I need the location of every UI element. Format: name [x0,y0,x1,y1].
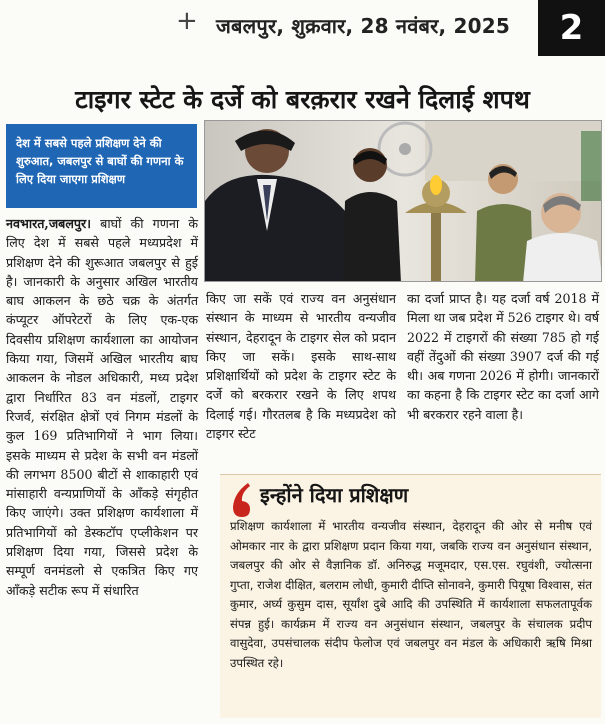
page-number: 2 [538,0,605,56]
box-title: इन्होंने दिया प्रशिक्षण [260,483,409,507]
headline: टाइगर स्टेट के दर्जे को बरक़रार रखने दिलाई शपथ [75,85,530,114]
lamp-lighting-photo [204,120,602,282]
dateline: जबलपुर, शुक्रवार, 28 नवंबर, 2025 [216,14,510,38]
quote-icon [228,481,256,521]
page-header [0,0,605,60]
photo-illustration [205,121,602,282]
article-column-1 [6,214,198,600]
plus-icon: + [176,6,198,36]
article-column-3: का दर्जा प्राप्त है। यह दर्जा वर्ष 2018 में मिला था जब प्रदेश में 526 टाइगर थे। वर्ष 2022 में टाइगरों की संख्या 785 हो गई वहीं तेंदुओं की संख्या 3907 दर्ज की गई थी। अब गणना 2026 में होगी। जानकारों का कहना है कि टाइगर स्टेट का दर्जा आगे भी बरकरार रहने वाला है। [407,291,599,422]
article-column-2: किए जा सकें एवं राज्य वन अनुसंधान संस्थान के माध्यम से भारतीय वन्यजीव संस्थान, देहरादून के टाइगर सेल को प्रदान किए जा सकें। इसके साथ-साथ प्रशिक्षार्थियों को प्रदेश के टाइगर स्टेट के दर्जे को बरकरार रखने के लिए शपथ दिलाई गई। गौरतलब है कि मध्यप्रदेश को टाइगर स्टेट [206,291,396,442]
trainers-box [220,474,601,718]
article-dateline-lead: नवभारत,जबलपुर। [6,216,91,231]
article-col1-text: बाघों की गणना के लिए देश में सबसे पहले मध्यप्रदेश में प्रशिक्षण देने की शुरूआत जबलपुर से हुई है। जानकारी के अनुसार अखिल भारतीय बाघ आकलन के छठे चक्र के अंतर्गत कंप्यूटर ऑपरेटरों के लिए एक-एक दिवसीय प्रशिक्षण कार्यशाला का आयोजन किया गया, जिसमें अखिल भारतीय बाघ आकलन के नोडल अधिकारी, मध्य प्रदेश द्वारा निर्धारित 83 वन मंडलों, टाइगर रिजर्व, संरक्षित क्षेत्रों एवं निगम मंडलों के कुल 169 प्रतिभागियों ने भाग लिया। इसके माध्यम से प्रदेश के सभी वन मंडलों की लगभग 8500 बीटों से शाकाहारी एवं मांसाहारी वन्यप्राणियों के आँकड़े संगृहीत किए जाएंगे। उक्त प्रशिक्षण कार्यशाला में प्रतिभागियों को डेस्कटॉप एप्लीकेशन पर प्रशिक्षण दिया गया, जिससे प्रदेश के सम्पूर्ण वनमंडलो से एकत्रित किए गए आँकड़े सटीक रूप में संधारित [6,216,198,598]
box-body: प्रशिक्षण कार्यशाला में भारतीय वन्यजीव संस्थान, देहरादून की ओर से मनीष एवं ओमकार नार के द्वारा प्रशिक्षण प्रदान किया गया, जबकि राज्य वन अनुसंधान संस्थान, जबलपुर की ओर से वैज्ञानिक डॉ. अनिरुद्ध मजूमदार, एस.एस. रघुवंशी, ज्योत्सना गुप्ता, राजेश दीक्षित, बलराम लोधी, कुमारी दीप्ति सोनावने, कुमारी पियूषा विश्वास, संत कुमार, अर्घ्य कुसुम दास, सूर्यांश दुबे आदि की उपस्थिति में कार्यशाला सफलतापूर्वक संपन्न हुई। कार्यक्रम में राज्य वन अनुसंधान संस्थान, जबलपुर के संचालक प्रदीप वासुदेवा, उपसंचालक संदीप फेलोज एवं जबलपुर वन मंडल के अधिकारी ऋषि मिश्रा उपस्थित रहे। [230,519,592,670]
blue-deck: देश में सबसे पहले प्रशिक्षण देने की शुरुआत, जबलपुर से बाघों की गणना के लिए दिया जाएगा प्रशिक्षण [6,124,197,208]
